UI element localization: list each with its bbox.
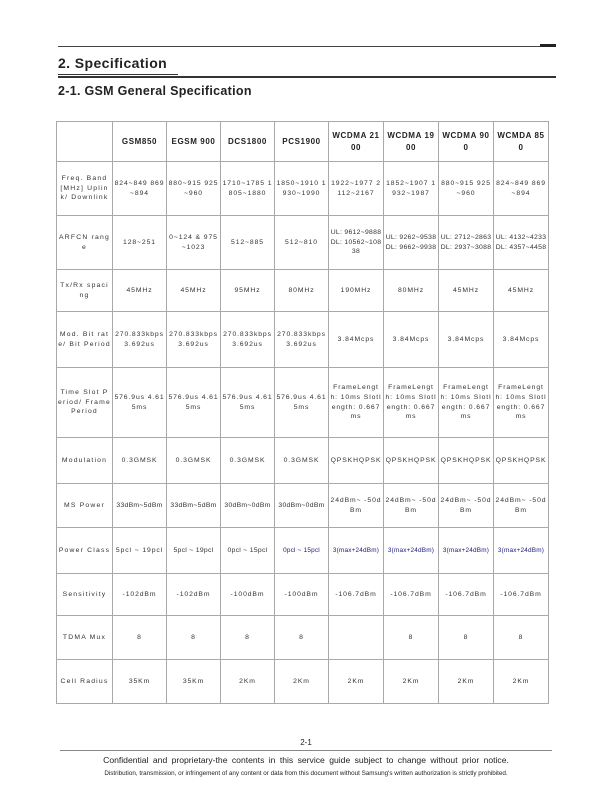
table-cell: 0.3GMSK: [113, 438, 167, 484]
table-cell: UL: 9612~9888 DL: 10562~10838: [329, 216, 384, 270]
table-cell: 1852~1907 1932~1987: [384, 162, 439, 216]
row-label: Modulation: [57, 438, 113, 484]
row-label: TDMA Mux: [57, 616, 113, 660]
table-cell: 576.9us 4.615ms: [113, 368, 167, 438]
table-cell: 880~915 925~960: [439, 162, 494, 216]
table-cell: 8: [439, 616, 494, 660]
row-label: Freq. Band[MHz] Uplink/ Downlink: [57, 162, 113, 216]
table-cell: QPSKHQPSK: [384, 438, 439, 484]
table-row: [57, 528, 549, 574]
col-header: WCMDA 850: [494, 122, 549, 162]
row-label: Tx/Rx spacing: [57, 270, 113, 312]
table-cell: -106.7dBm: [494, 574, 549, 616]
table-cell: QPSKHQPSK: [494, 438, 549, 484]
table-cell: -100dBm: [275, 574, 329, 616]
table-cell: 270.833kbps 3.692us: [113, 312, 167, 368]
table-cell: -106.7dBm: [439, 574, 494, 616]
corner-cell: [57, 122, 113, 162]
table-cell: 1922~1977 2112~2167: [329, 162, 384, 216]
col-header: WCDMA 2100: [329, 122, 384, 162]
table-cell: 30dBm~0dBm: [221, 484, 275, 528]
row-label: Time Slot Period/ Frame Period: [57, 368, 113, 438]
table-cell: 3(max+24dBm): [494, 528, 549, 574]
row-label: ARFCN range: [57, 216, 113, 270]
table-cell: 2Km: [275, 660, 329, 704]
table-cell: 3(max+24dBm): [439, 528, 494, 574]
table-cell: 2Km: [221, 660, 275, 704]
table-cell: 824~849 869~894: [113, 162, 167, 216]
table-cell: 8: [221, 616, 275, 660]
table-row: [57, 270, 549, 312]
table-cell: 30dBm~0dBm: [275, 484, 329, 528]
table-cell: 45MHz: [167, 270, 221, 312]
table-cell: 45MHz: [439, 270, 494, 312]
table-cell: FrameLength: 10ms Slotlength: 0.667ms: [329, 368, 384, 438]
section-title-rule: [58, 76, 556, 78]
table-row: [57, 216, 549, 270]
distribution-notice: Distribution, transmission, or infringement of any content or data from this document without Samsung's written authorization is strictly prohibited.: [104, 770, 508, 777]
table-cell: 880~915 925~960: [167, 162, 221, 216]
table-cell: 3.84Mcps: [494, 312, 549, 368]
table-cell: 80MHz: [384, 270, 439, 312]
table-cell: UL: 9262~9538 DL: 9662~9938: [384, 216, 439, 270]
table-cell: 24dBm~ -50dBm: [439, 484, 494, 528]
table-cell: 1850~1910 1930~1990: [275, 162, 329, 216]
col-header: EGSM 900: [167, 122, 221, 162]
table-cell: 8: [384, 616, 439, 660]
table-cell: [329, 616, 384, 660]
table-cell: 8: [113, 616, 167, 660]
table-cell: 190MHz: [329, 270, 384, 312]
confidential-notice: Confidential and proprietary-the contents in this service guide subject to change without prior notice.: [103, 755, 509, 765]
table-cell: 24dBm~ -50dBm: [329, 484, 384, 528]
table-cell: 45MHz: [113, 270, 167, 312]
table-cell: 35Km: [167, 660, 221, 704]
table-row: [57, 368, 549, 438]
table-row: [57, 574, 549, 616]
table-cell: QPSKHQPSK: [439, 438, 494, 484]
table-cell: 0.3GMSK: [221, 438, 275, 484]
table-cell: 95MHz: [221, 270, 275, 312]
table-row: [57, 660, 549, 704]
table-cell: -102dBm: [113, 574, 167, 616]
row-label: MS Power: [57, 484, 113, 528]
col-header: DCS1800: [221, 122, 275, 162]
table-cell: -102dBm: [167, 574, 221, 616]
row-label: Cell Radius: [57, 660, 113, 704]
table-cell: -100dBm: [221, 574, 275, 616]
table-cell: 33dBm~5dBm: [167, 484, 221, 528]
table-cell: 3(max+24dBm): [329, 528, 384, 574]
table-header-row: [57, 122, 549, 162]
table-cell: 0pcl ~ 15pcl: [275, 528, 329, 574]
table-cell: 0pcl ~ 15pcl: [221, 528, 275, 574]
top-rule: [58, 46, 556, 47]
gsm-spec-table: [56, 121, 549, 704]
table-cell: 576.9us 4.615ms: [167, 368, 221, 438]
footer-rule: [60, 750, 552, 751]
table-cell: 8: [494, 616, 549, 660]
table-cell: FrameLength: 10ms Slotlength: 0.667ms: [384, 368, 439, 438]
table-cell: 1710~1785 1805~1880: [221, 162, 275, 216]
table-cell: 2Km: [494, 660, 549, 704]
page-number: 2-1: [300, 738, 312, 747]
table-row: [57, 438, 549, 484]
table-cell: 824~849 869~894: [494, 162, 549, 216]
table-row: [57, 616, 549, 660]
table-cell: 512~810: [275, 216, 329, 270]
top-rule-accent: [540, 44, 556, 47]
table-cell: 0~124 & 975~1023: [167, 216, 221, 270]
table-cell: 3(max+24dBm): [384, 528, 439, 574]
table-cell: 24dBm~ -50dBm: [494, 484, 549, 528]
row-label: Mod. Bit rate/ Bit Period: [57, 312, 113, 368]
subsection-title: 2-1. GSM General Specification: [58, 84, 252, 98]
row-label: Sensitivity: [57, 574, 113, 616]
table-cell: 576.9us 4.615ms: [221, 368, 275, 438]
table-cell: 5pcl ~ 19pcl: [167, 528, 221, 574]
table-row: [57, 162, 549, 216]
section-title: 2. Specification: [58, 55, 168, 71]
table-cell: QPSKHQPSK: [329, 438, 384, 484]
table-cell: 35Km: [113, 660, 167, 704]
table-cell: 270.833kbps 3.692us: [275, 312, 329, 368]
table-cell: -106.7dBm: [384, 574, 439, 616]
table-cell: 2Km: [384, 660, 439, 704]
table-cell: 8: [275, 616, 329, 660]
row-label: Power Class: [57, 528, 113, 574]
col-header: GSM850: [113, 122, 167, 162]
table-row: [57, 312, 549, 368]
table-cell: 2Km: [439, 660, 494, 704]
table-cell: 128~251: [113, 216, 167, 270]
table-cell: 80MHz: [275, 270, 329, 312]
table-cell: 5pcl ~ 19pcl: [113, 528, 167, 574]
table-cell: 2Km: [329, 660, 384, 704]
table-cell: 24dBm~ -50dBm: [384, 484, 439, 528]
table-cell: 3.84Mcps: [439, 312, 494, 368]
table-cell: 33dBm~5dBm: [113, 484, 167, 528]
table-cell: 3.84Mcps: [329, 312, 384, 368]
table-cell: 3.84Mcps: [384, 312, 439, 368]
col-header: PCS1900: [275, 122, 329, 162]
table-cell: 576.9us 4.615ms: [275, 368, 329, 438]
col-header: WCDMA 900: [439, 122, 494, 162]
table-cell: 512~885: [221, 216, 275, 270]
table-cell: 45MHz: [494, 270, 549, 312]
table-cell: 0.3GMSK: [167, 438, 221, 484]
table-cell: 8: [167, 616, 221, 660]
table-cell: 0.3GMSK: [275, 438, 329, 484]
table-cell: -106.7dBm: [329, 574, 384, 616]
table-cell: UL: 4132~4233 DL: 4357~4458: [494, 216, 549, 270]
col-header: WCDMA 1900: [384, 122, 439, 162]
table-cell: UL: 2712~2863 DL: 2937~3088: [439, 216, 494, 270]
table-cell: 270.833kbps 3.692us: [221, 312, 275, 368]
table-row: [57, 484, 549, 528]
table-cell: 270.833kbps 3.692us: [167, 312, 221, 368]
table-cell: FrameLength: 10ms Slotlength: 0.667ms: [439, 368, 494, 438]
table-cell: FrameLength: 10ms Slotlength: 0.667ms: [494, 368, 549, 438]
